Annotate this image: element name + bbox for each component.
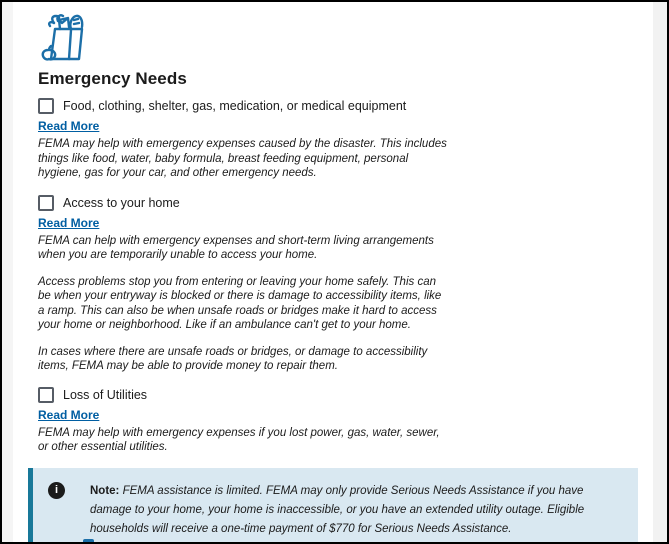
home-access-description-2: Access problems stop you from entering or leaving your home safely. This can be when your entryway is blocked or there is damage to accessibility items, like a ramp. This can also be when unsafe roads or bridges make it hard to access your home or neighborhood. Like if an ambulance can't get to your home. [38, 275, 442, 331]
food-checkbox-label[interactable]: Food, clothing, shelter, gas, medication, or medical equipment [63, 99, 407, 113]
option-row-utilities [38, 387, 653, 403]
next-section-icon-partial [83, 539, 94, 542]
utilities-checkbox[interactable] [38, 387, 54, 403]
info-icon: i [48, 482, 65, 499]
option-row-food [38, 98, 653, 114]
note-label: Note: [90, 484, 120, 497]
page-title: Emergency Needs [38, 69, 187, 88]
left-gutter [2, 2, 13, 542]
home-access-description-3: In cases where there are unsafe roads or bridges, or damage to accessibility items, FEMA may be able to provide money to repair them. [38, 345, 428, 372]
utilities-checkbox-label[interactable]: Loss of Utilities [63, 387, 148, 402]
food-checkbox[interactable] [38, 98, 54, 114]
groceries-icon [38, 13, 94, 63]
note-alert [28, 468, 638, 544]
emergency-needs-section [13, 2, 653, 542]
right-gutter [653, 2, 667, 542]
home-access-checkbox-label[interactable]: Access to your home [63, 195, 180, 210]
food-description: FEMA may help with emergency expenses caused by the disaster. This includes things like food, water, baby formula, breast feeding equipment, personal hygiene, gas for your car, and other emergency needs. [38, 138, 447, 179]
read-more-link-home-access[interactable]: Read More [38, 215, 100, 230]
note-body: FEMA assistance is limited. FEMA may only provide Serious Needs Assistance if you have damage to your home, your home is inaccessible, or you have an extended utility outage. Eligible households will receive a one-time payment of $770 for Serious Needs Assistance. [90, 484, 585, 535]
home-access-checkbox[interactable] [38, 195, 54, 211]
option-row-home-access [38, 195, 653, 211]
utilities-description: FEMA may help with emergency expenses if you lost power, gas, water, sewer, or other essential utilities. [38, 426, 440, 453]
note-text [90, 482, 620, 539]
home-access-description-1: FEMA can help with emergency expenses and short-term living arrangements when you are temporarily unable to access your home. [38, 234, 434, 261]
read-more-link-utilities[interactable]: Read More [38, 407, 100, 422]
read-more-link-food[interactable]: Read More [38, 119, 100, 133]
